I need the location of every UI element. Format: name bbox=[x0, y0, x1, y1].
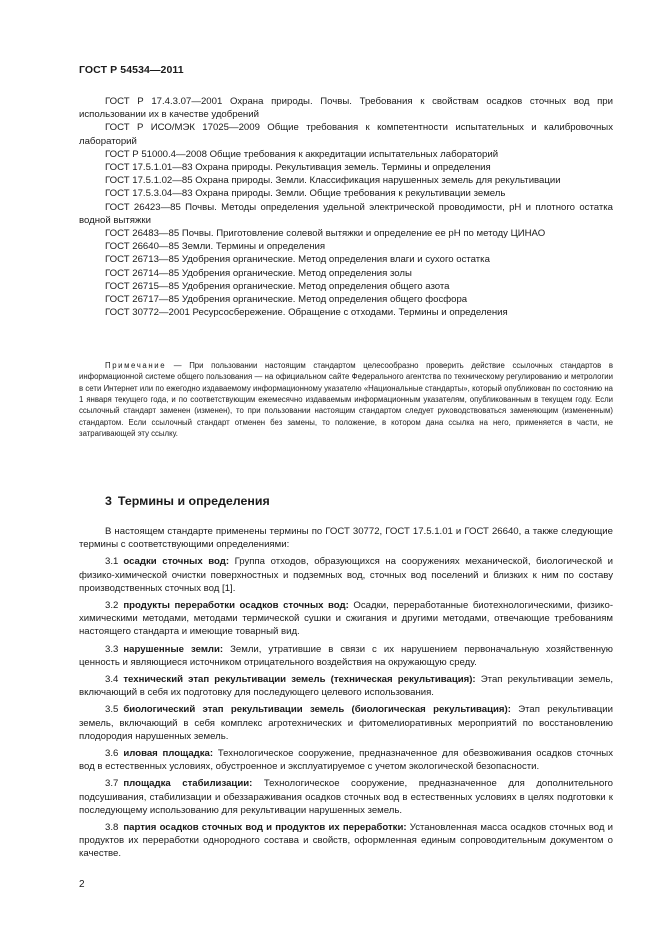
definition-term: иловая площадка: bbox=[123, 748, 214, 760]
definition-number: 3.7 bbox=[105, 778, 119, 790]
reference-item: ГОСТ 26640—85 Земли. Термины и определения bbox=[105, 241, 326, 253]
document-header: ГОСТ Р 54534—2011 bbox=[79, 64, 184, 76]
reference-item: ГОСТ 17.5.3.04—83 Охрана природы. Земли. Общие требования к рекультивации земель bbox=[105, 188, 506, 200]
definition-term: продукты переработки осадков сточных вод: bbox=[123, 600, 349, 612]
definition-item bbox=[79, 643, 613, 669]
definition-item bbox=[79, 703, 613, 743]
definition-text: Этап рекультивации земель, включающий в себя комплекс агротехнических и фитомелиоративных мероприятий по восстановлению плодородия нарушенных земель. bbox=[79, 704, 613, 742]
definition-term: осадки сточных вод: bbox=[123, 556, 230, 568]
definition-number: 3.6 bbox=[105, 748, 119, 760]
definition-text: Группа отходов, образующихся на сооружениях механической, биологической и физико-химической очистки поверхностных и подземных вод, сточных вод поселений и близких к ним по составу производственных сточных вод [1]. bbox=[79, 556, 613, 594]
definition-text: Установленная масса осадков сточных вод и продуктов их переработки однородного состава и свойств, оформленная единым сопроводительным документом о качестве. bbox=[79, 822, 614, 860]
definition-number: 3.8 bbox=[105, 822, 119, 834]
definition-number: 3.2 bbox=[105, 600, 119, 612]
definitions-section bbox=[79, 525, 613, 865]
definition-term: площадка стабилизации: bbox=[123, 778, 253, 790]
reference-item: ГОСТ Р 17.4.3.07—2001 Охрана природы. Почвы. Требования к свойствам осадков сточных вод при использовании их в качестве удобрений bbox=[79, 96, 613, 121]
reference-item: ГОСТ 26483—85 Почвы. Приготовление солевой вытяжки и определение ее pH по методу ЦИНАО bbox=[105, 228, 546, 240]
definition-term: технический этап рекультивации земель (техническая рекультивация): bbox=[123, 674, 476, 686]
reference-item: ГОСТ 17.5.1.02—85 Охрана природы. Земли. Классификация нарушенных земель для рекультивации bbox=[105, 175, 561, 187]
section-intro: В настоящем стандарте применены термины по ГОСТ 30772, ГОСТ 17.5.1.01 и ГОСТ 26640, а также следующие термины с соответствующими определениями: bbox=[79, 526, 613, 551]
definition-text: Технологическое сооружение, предназначенное для дополнительного подсушивания, стабилизации и обеззараживания осадков сточных вод в естественных условиях в целях подготовки к последующему использованию для рекультивации нарушенных земель. bbox=[79, 778, 613, 816]
note-label: Примечание bbox=[105, 360, 167, 370]
references-list bbox=[79, 95, 613, 319]
definition-text: Земли, утратившие в связи с их нарушением первоначальную хозяйственную ценность и являющиеся источником отрицательного воздействия на окружающую среду. bbox=[79, 643, 613, 668]
reference-item: ГОСТ 26717—85 Удобрения органические. Метод определения общего фосфора bbox=[105, 294, 468, 306]
definition-text: Этап рекультивации земель, включающий в себя их подготовку для последующего целевого использования. bbox=[79, 674, 613, 699]
reference-item: ГОСТ 26713—85 Удобрения органические. Метод определения влаги и сухого остатка bbox=[105, 254, 490, 266]
definition-item bbox=[79, 555, 613, 595]
reference-item: ГОСТ 17.5.1.01—83 Охрана природы. Рекультивация земель. Термины и определения bbox=[105, 162, 491, 174]
definition-number: 3.1 bbox=[105, 556, 119, 568]
definition-item bbox=[79, 777, 613, 817]
note-paragraph bbox=[79, 360, 613, 440]
page-number: 2 bbox=[79, 879, 85, 890]
definition-item bbox=[79, 821, 613, 861]
definition-term: нарушенные земли: bbox=[123, 643, 224, 655]
definition-number: 3.5 bbox=[105, 704, 119, 716]
definition-number: 3.3 bbox=[105, 643, 119, 655]
section-title-text: Термины и определения bbox=[117, 494, 270, 508]
definition-term: партия осадков сточных вод и продуктов их переработки: bbox=[123, 822, 407, 834]
note-text: — При пользовании настоящим стандартом целесообразно проверить действие ссылочных стандартов в информационной системе общего пользования — на официальном сайте Федерального агентства по техническому регулированию и метрологии в сети Интернет или по ежегодно издаваемому информационному указателю «Национальные стандарты», который опубликован по состоянию на 1 января текущего года, и по соответствующим ежемесячно издаваемым информационным указателям, опубликованным в текущем году. Если ссылочный стандарт заменен (изменен), то при пользовании настоящим стандартом следует руководствоваться заменяющим (измененным) стандартом. Если ссылочный стандарт отменен без замены, то положение, в котором дана ссылка на него, применяется в части, не затрагивающей эту ссылку. bbox=[79, 360, 614, 439]
section-title bbox=[105, 494, 270, 508]
reference-item: ГОСТ 26714—85 Удобрения органические. Метод определения золы bbox=[105, 267, 412, 279]
definition-item bbox=[79, 673, 613, 699]
definition-number: 3.4 bbox=[105, 674, 119, 686]
reference-item: ГОСТ 30772—2001 Ресурсосбережение. Обращение с отходами. Термины и определения bbox=[105, 307, 508, 319]
definition-item bbox=[79, 599, 613, 639]
reference-item: ГОСТ 26715—85 Удобрения органические. Метод определения общего азота bbox=[105, 280, 450, 292]
definition-term: биологический этап рекультивации земель (биологическая рекультивация): bbox=[123, 704, 511, 716]
reference-item: ГОСТ Р ИСО/МЭК 17025—2009 Общие требования к компетентности испытательных и калибровочных лабораторий bbox=[79, 122, 613, 147]
definition-text: Осадки, переработанные биотехнологическими, физико-химическими методами, методами термической сушки и сжигания и другими методами, отвечающие требованиям настоящего стандарта и имеющие товарный вид. bbox=[79, 600, 614, 638]
section-number: 3 bbox=[105, 494, 112, 508]
definition-text: Технологическое сооружение, предназначенное для обезвоживания осадков сточных вод в естественных условиях, обустроенное и эксплуатируемое с учетом экологической безопасности. bbox=[79, 748, 613, 773]
definition-item bbox=[79, 747, 613, 773]
reference-item: ГОСТ 26423—85 Почвы. Методы определения удельной электрической проводимости, pH и плотного остатка водной вытяжки bbox=[79, 201, 613, 226]
reference-item: ГОСТ Р 51000.4—2008 Общие требования к аккредитации испытательных лабораторий bbox=[105, 148, 499, 160]
